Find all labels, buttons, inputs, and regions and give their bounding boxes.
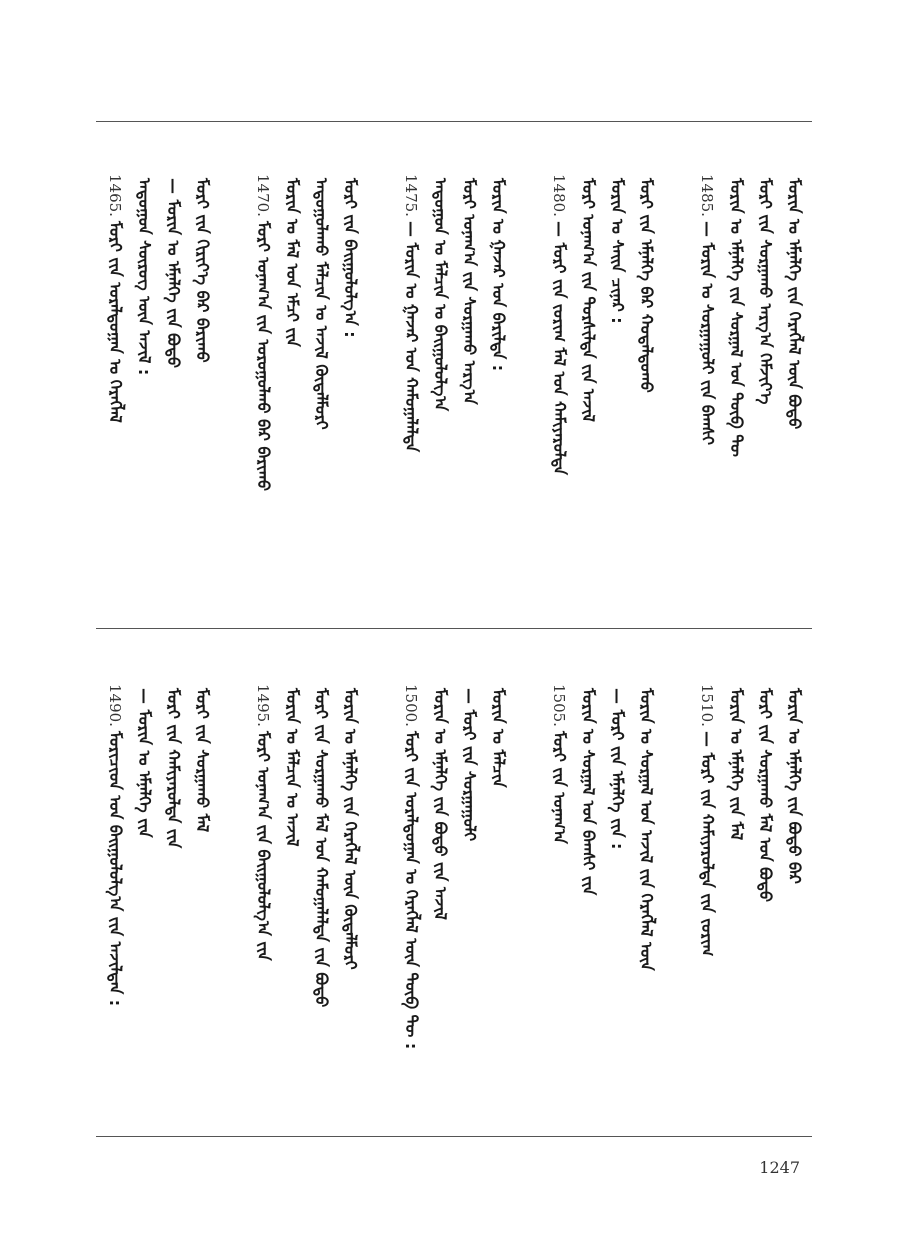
text-line: [191, 684, 213, 1104]
line-text: — ᠮᠣᠷᠢᠨ ᠤ ᠰᠤᠷᠭᠠᠭᠤᠯᠢ ᠶ᠋ᠢᠨ ᠪᠠᠭᠰᠢ: [698, 220, 717, 445]
text-line: [606, 684, 628, 1104]
text-line: [754, 174, 776, 594]
text-line: [133, 174, 155, 594]
line-number: 1480.: [550, 174, 568, 217]
text-line: [104, 684, 126, 1104]
line-number: 1495.: [254, 684, 272, 727]
line-text: ᠮᠣᠷᠢ ᠶ᠋ᠢᠨ ᠤᠷᠠᠯᠳᠤᠭᠠᠨ ᠤ ᠬᠡᠷᠡᠭᠯᠡᠯ ᠦᠨ ᠲᠦᠪ ᠲᠦ :: [402, 730, 421, 1050]
text-line: [725, 684, 747, 1104]
line-text: ᠮᠣᠷᠢ ᠶ᠋ᠢᠨ ᠪᠠᠢᠭᠤᠯᠤᠯᠭ᠎ᠠ :: [341, 178, 360, 338]
line-text: ᠮᠣᠷᠢᠴᠢᠳ ᠤᠨ ᠪᠠᠢᠭᠤᠯᠤᠯᠭ᠎ᠠ ᠶ᠋ᠢᠨ ᠠᠵᠢᠯᠲᠠᠨ :: [106, 730, 125, 1007]
text-line: [635, 174, 657, 594]
line-text: ᠮᠣᠷᠢᠨ ᠤ ᠡᠮᠨᠡᠯᠭᠡ ᠶ᠋ᠢᠨ ᠰᠤᠷᠭᠠᠯ ᠤᠨ ᠲᠦᠪ ᠲᠦ: [727, 178, 746, 457]
line-text: ᠮᠣᠷᠢ ᠤᠨᠠᠭ᠎ᠠ ᠶ᠋ᠢᠨ ᠣᠷᠤᠭᠤᠯᠬᠤ ᠪᠡᠷ ᠪᠠᠷᠢᠬᠤ: [254, 220, 273, 492]
line-text: ᠮᠣᠷᠢ ᠶ᠋ᠢᠨ ᠤᠨᠠᠭ᠎ᠠ: [550, 730, 569, 844]
top-divider: [96, 121, 812, 122]
line-text: ᠮᠣᠷᠢᠨ ᠤ ᠮᠠᠯᠴᠢᠨ ᠤ ᠠᠵᠢᠯ: [283, 688, 302, 847]
line-text: ᠮᠣᠷᠢᠨ ᠤ ᠡᠮᠨᠡᠯᠭᠡ ᠶ᠋ᠢᠨ ᠪᠣᠳᠣ ᠶ᠋ᠢᠨ ᠠᠵᠢᠯ: [431, 688, 450, 920]
upper-text-block: [96, 150, 812, 620]
line-text: ᠮᠣᠷᠢ ᠤᠨᠠᠭ᠎ᠠ ᠶ᠋ᠢᠨ ᠲᠤᠷᠰᠢᠯᠲᠠ ᠶ᠋ᠢᠨ ᠠᠵᠢᠯ: [579, 178, 598, 422]
page-number: 1247: [759, 1158, 800, 1177]
text-line: [458, 684, 480, 1104]
text-line: [606, 174, 628, 594]
line-text: ᠮᠣᠷᠢᠨ ᠤ ᠰᠤᠷᠭᠠᠯ ᠤᠨ ᠠᠵᠢᠯ ᠶ᠋ᠢᠨ ᠬᠡᠷᠡᠭᠯᠡᠯ ᠦᠨ: [637, 688, 656, 971]
bottom-divider: [96, 1136, 812, 1137]
line-number: 1490.: [106, 684, 124, 727]
line-number: 1470.: [254, 174, 272, 217]
text-line: [400, 684, 422, 1104]
line-text: ᠮᠣᠷᠢᠨ ᠤ ᠡᠮᠨᠡᠯᠭᠡ ᠶ᠋ᠢᠨ ᠬᠡᠷᠡᠭᠯᠡᠯ ᠦᠨ ᠪᠣᠳᠣ: [785, 178, 804, 430]
text-line: [281, 684, 303, 1104]
line-text: ᠮᠣᠷᠢ ᠶ᠋ᠢᠨ ᠰᠤᠷᠭᠠᠬᠤ ᠠᠷᠭ᠎ᠠ ᠬᠡᠮᠵᠢᠶ᠎ᠡ: [756, 178, 775, 405]
text-line: [429, 684, 451, 1104]
line-text: ᠠᠳᠤᠭᠤᠯᠠᠬᠤ ᠮᠠᠯᠴᠢᠨ ᠤ ᠠᠵᠢᠯ ᠬᠥᠳᠡᠯᠮᠦᠷᠢ: [312, 178, 331, 430]
text-line: [429, 174, 451, 594]
line-text: ᠮᠣᠷᠢᠨ ᠤ ᠡᠮᠨᠡᠯᠭᠡ ᠶ᠋ᠢᠨ ᠮᠠᠯ: [727, 688, 746, 841]
line-text: — ᠮᠣᠷᠢ ᠶ᠋ᠢᠨ ᠵᠣᠷᠢᠭ ᠮᠠᠯ ᠤᠨ ᠬᠠᠮᠢᠶᠠᠷᠤᠯᠲᠠ: [550, 220, 569, 475]
line-text: ᠮᠣᠷᠢᠨ ᠤ ᠭᠠᠵᠠᠷ ᠤᠨ ᠪᠠᠷᠢᠯᠲᠠ :: [489, 178, 508, 372]
text-line: [252, 684, 274, 1104]
text-line: [783, 684, 805, 1104]
line-text: ᠮᠣᠷᠢ ᠤᠨᠠᠭ᠎ᠠ ᠶ᠋ᠢᠨ ᠪᠠᠢᠭᠤᠯᠤᠯᠭ᠎ᠠ ᠶ᠋ᠢᠨ: [254, 730, 273, 961]
middle-divider: [96, 628, 812, 629]
text-line: [104, 174, 126, 594]
line-text: ᠮᠣᠷᠢ ᠶ᠋ᠢᠨ ᠰᠤᠷᠭᠠᠬᠤ ᠮᠠᠯ ᠤᠨ ᠪᠣᠳᠣ: [756, 688, 775, 903]
line-text: ᠮᠣᠷᠢ ᠶ᠋ᠢᠨ ᠰᠤᠷᠭᠠᠬᠤ ᠮᠠᠯ: [193, 688, 212, 833]
text-line: [339, 174, 361, 594]
text-line: [191, 174, 213, 594]
line-number: 1505.: [550, 684, 568, 727]
text-line: [754, 684, 776, 1104]
line-text: ᠮᠣᠷᠢᠨ ᠤ ᠰᠠᠢᠨ ᠴᠢᠨᠠᠷ :: [608, 178, 627, 324]
line-text: — ᠮᠣᠷᠢ ᠶ᠋ᠢᠨ ᠰᠤᠷᠭᠠᠭᠤᠯᠢ: [460, 688, 479, 842]
text-line: [487, 684, 509, 1104]
text-line: [696, 174, 718, 594]
text-line: [487, 174, 509, 594]
text-line: [696, 684, 718, 1104]
text-line: [339, 684, 361, 1104]
text-line: [162, 684, 184, 1104]
text-line: [400, 174, 422, 594]
text-line: [577, 174, 599, 594]
line-text: — ᠮᠣᠷᠢᠨ ᠤ ᠡᠮᠨᠡᠯᠭᠡ ᠶ᠋ᠢᠨ ᠪᠣᠳᠣ: [164, 178, 183, 369]
text-line: [133, 684, 155, 1104]
line-text: — ᠮᠣᠷᠢᠨ ᠤ ᠭᠠᠵᠠᠷ ᠤᠨ ᠬᠠᠮᠤᠭᠠᠯᠠᠯᠲᠠ: [402, 220, 421, 452]
line-number: 1500.: [402, 684, 420, 727]
line-text: ᠮᠣᠷᠢ ᠶ᠋ᠢᠨ ᠬᠠᠮᠢᠶᠠᠷᠤᠯᠲᠠ ᠶ᠋ᠢᠨ: [164, 688, 183, 849]
text-line: [310, 174, 332, 594]
line-number: 1465.: [106, 174, 124, 217]
text-line: [548, 174, 570, 594]
text-line: [162, 174, 184, 594]
text-line: [252, 174, 274, 594]
line-text: ᠮᠣᠷᠢᠨ ᠤ ᠮᠠᠯᠴᠢᠨ: [489, 688, 508, 788]
text-line: [458, 174, 480, 594]
line-text: ᠠᠳᠤᠭᠤᠨ ᠰᠦᠷᠦᠭ ᠦᠨ ᠠᠵᠢᠯ :: [135, 178, 154, 376]
line-text: — ᠮᠣᠷᠢ ᠶ᠋ᠢᠨ ᠬᠠᠮᠢᠶᠠᠷᠤᠯᠲᠠ ᠶ᠋ᠢᠨ ᠵᠣᠷᠢᠭ: [698, 730, 717, 957]
line-text: ᠮᠣᠷᠢ ᠶ᠋ᠢᠨ ᠰᠤᠷᠭᠠᠬᠤ ᠮᠠᠯ ᠤᠨ ᠬᠠᠮᠤᠭᠠᠯᠠᠯᠲᠠ ᠶ᠋ᠢᠨ ᠪᠣᠳᠣ: [312, 688, 331, 1008]
line-text: ᠠᠳᠤᠭᠤᠨ ᠤ ᠮᠠᠯᠴᠢᠨ ᠤ ᠪᠠᠢᠭᠤᠯᠤᠯᠭ᠎ᠠ: [431, 178, 450, 412]
line-text: ᠮᠣᠷᠢᠨ ᠤ ᠡᠮᠨᠡᠯᠭᠡ ᠶ᠋ᠢᠨ ᠪᠣᠳᠣ ᠪᠡᠷ: [785, 688, 804, 884]
line-text: ᠮᠣᠷᠢ ᠤᠨᠠᠭ᠎ᠠ ᠶ᠋ᠢᠨ ᠰᠤᠷᠭᠠᠬᠤ ᠠᠷᠭ᠎ᠠ: [460, 178, 479, 405]
line-text: ᠮᠣᠷᠢᠨ ᠤ ᠮᠠᠯ ᠤᠨ ᠡᠮᠴᠢ ᠶ᠋ᠢᠨ: [283, 178, 302, 347]
text-line: [783, 174, 805, 594]
line-text: ᠮᠣᠷᠢᠨ ᠤ ᠰᠤᠷᠭᠠᠯ ᠤᠨ ᠪᠠᠭᠰᠢ ᠶ᠋ᠢᠨ: [579, 688, 598, 896]
line-number: 1475.: [402, 174, 420, 217]
text-line: [577, 684, 599, 1104]
text-line: [635, 684, 657, 1104]
line-number: 1485.: [698, 174, 716, 217]
text-line: [725, 174, 747, 594]
text-line: [281, 174, 303, 594]
text-line: [310, 684, 332, 1104]
text-line: [548, 684, 570, 1104]
line-text: ᠮᠣᠷᠢᠨ ᠤ ᠡᠮᠨᠡᠯᠭᠡ ᠶ᠋ᠢᠨ ᠬᠡᠷᠡᠭᠯᠡᠯ ᠦᠨ ᠬᠥᠳᠡᠯᠮᠦᠷᠢ: [341, 688, 360, 970]
lower-text-block: [96, 660, 812, 1130]
line-text: ᠮᠣᠷᠢ ᠶ᠋ᠢᠨ ᠤᠷᠠᠯᠳᠤᠭᠠᠨ ᠤ ᠬᠡᠷᠡᠭᠯᠡᠯ: [106, 220, 125, 423]
line-text: — ᠮᠣᠷᠢᠨ ᠤ ᠡᠮᠨᠡᠯᠭᠡ ᠶ᠋ᠢᠨ: [135, 688, 154, 838]
line-text: — ᠮᠣᠷᠢ ᠶ᠋ᠢᠨ ᠡᠮᠨᠡᠯᠭᠡ ᠶ᠋ᠢᠨ :: [608, 688, 627, 850]
line-text: ᠮᠣᠷᠢ ᠶ᠋ᠢᠨ ᠬᠢᠷᠢᠶ᠎ᠡ ᠪᠡᠷ ᠪᠠᠷᠢᠬᠤ: [193, 178, 212, 363]
line-text: ᠮᠣᠷᠢ ᠶ᠋ᠢᠨ ᠡᠮᠨᠡᠯᠭᠡ ᠪᠡᠷ ᠬᠤᠳᠠᠯᠳᠤᠬᠤ: [637, 178, 656, 393]
line-number: 1510.: [698, 684, 716, 727]
